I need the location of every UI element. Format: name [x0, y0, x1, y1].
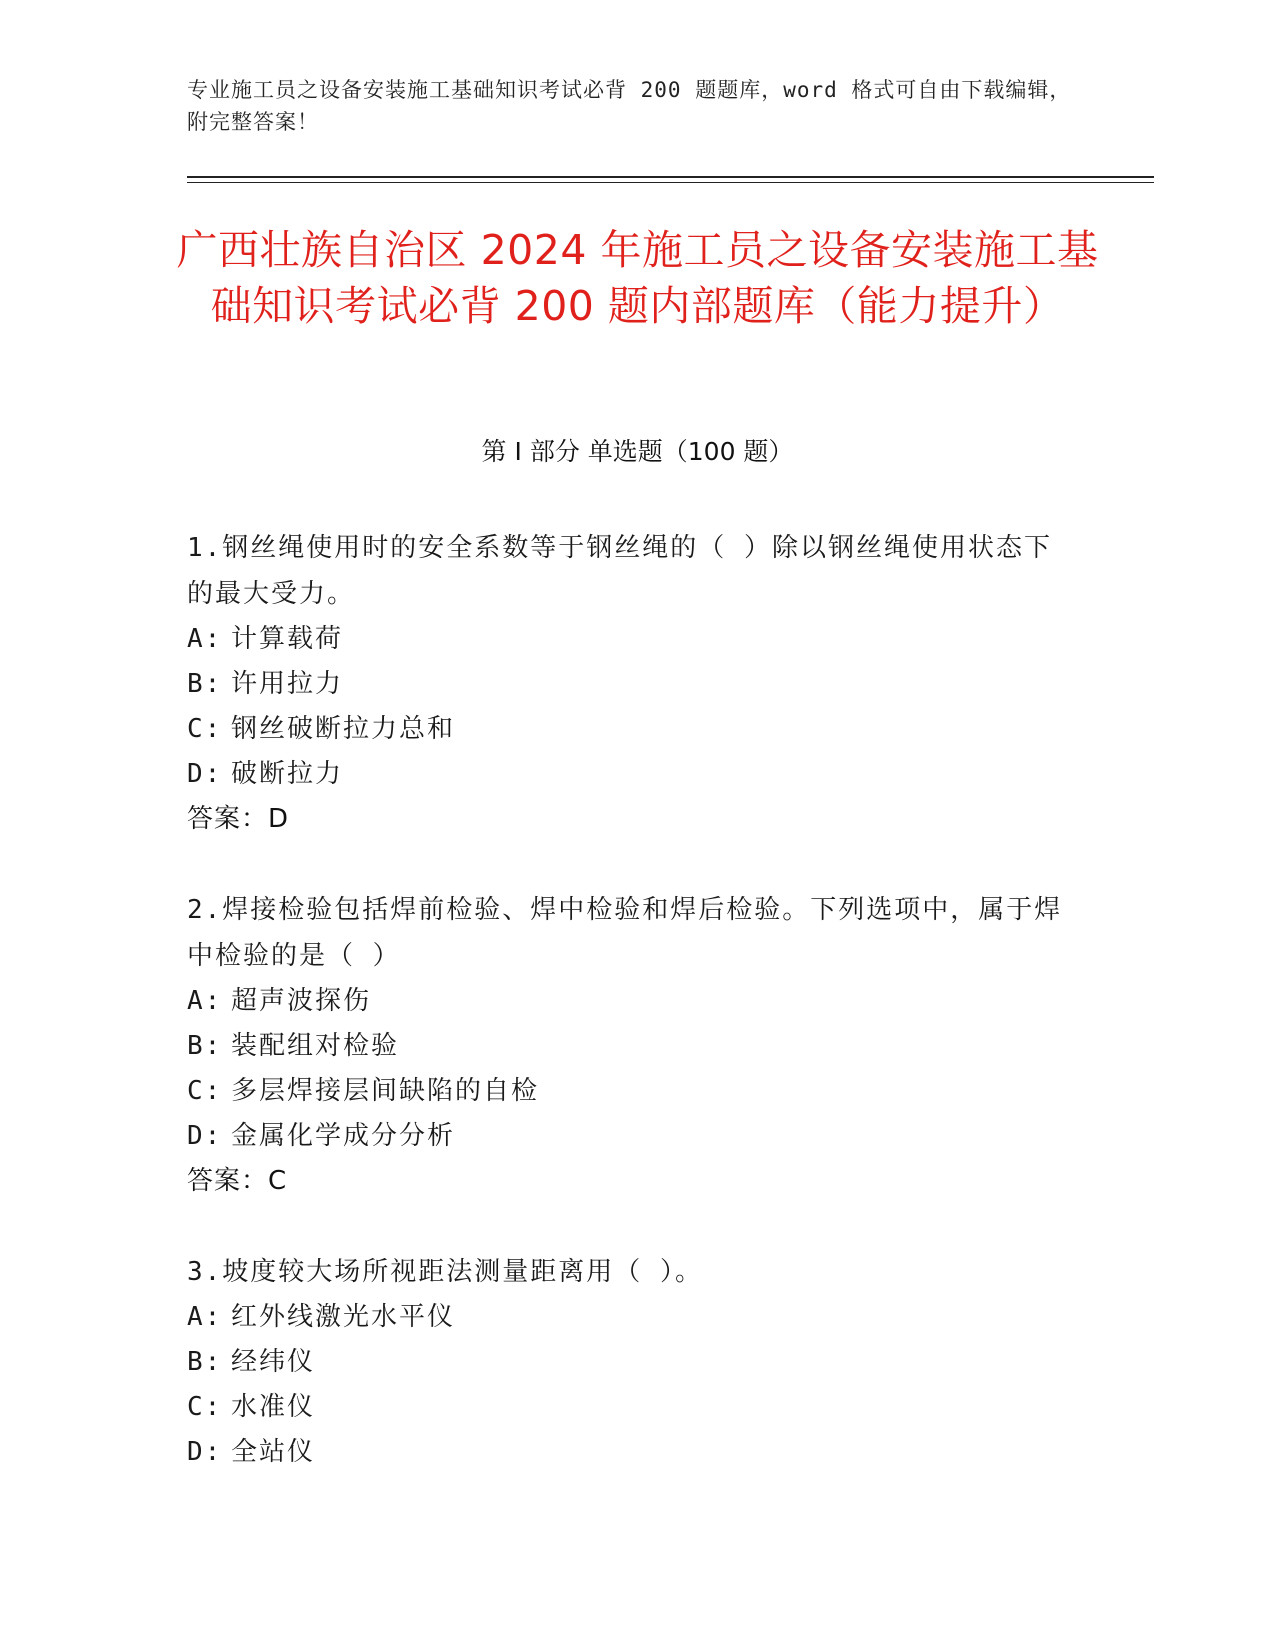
option-letter: B:	[187, 1347, 223, 1377]
option-c	[187, 707, 1067, 752]
answer-label: 答案：D	[187, 804, 290, 834]
option-text: 许用拉力	[231, 669, 344, 699]
option-text: 经纬仪	[231, 1347, 316, 1377]
option-letter: C:	[187, 714, 223, 744]
option-b	[187, 662, 1067, 707]
option-text: 多层焊接层间缺陷的自检	[231, 1076, 540, 1106]
question-stem: 1.钢丝绳使用时的安全系数等于钢丝绳的（ ）除以钢丝绳使用状态下的最大受力。	[187, 533, 1052, 609]
option-letter: B:	[187, 669, 223, 699]
option-letter: D:	[187, 759, 223, 789]
option-c	[187, 1069, 1067, 1114]
question-1	[187, 525, 1067, 841]
question-2	[187, 887, 1067, 1203]
option-d	[187, 1430, 1067, 1475]
option-d	[187, 1114, 1067, 1159]
option-d	[187, 752, 1067, 797]
option-letter: A:	[187, 986, 223, 1016]
option-text: 红外线激光水平仪	[231, 1302, 456, 1332]
option-b	[187, 1340, 1067, 1385]
option-text: 全站仪	[231, 1437, 316, 1467]
option-a	[187, 617, 1067, 662]
option-letter: A:	[187, 1302, 223, 1332]
section-heading: 第 I 部分 单选题（100 题）	[481, 437, 794, 466]
question-stem: 3.坡度较大场所视距法测量距离用（ ）。	[187, 1257, 703, 1287]
option-letter: D:	[187, 1437, 223, 1467]
option-c	[187, 1385, 1067, 1430]
header-rule-thin	[187, 182, 1154, 183]
option-letter: C:	[187, 1392, 223, 1422]
option-letter: A:	[187, 624, 223, 654]
option-text: 计算载荷	[231, 624, 344, 654]
question-3	[187, 1249, 1067, 1475]
answer-label: 答案：C	[187, 1166, 288, 1196]
option-text: 水准仪	[231, 1392, 316, 1422]
option-b	[187, 1024, 1067, 1069]
option-letter: D:	[187, 1121, 223, 1151]
option-text: 装配组对检验	[231, 1031, 400, 1061]
option-letter: B:	[187, 1031, 223, 1061]
document-title: 广西壮族自治区 2024 年施工员之设备安装施工基础知识考试必背 200 题内部题库（能力提升）	[176, 226, 1099, 330]
question-list	[187, 525, 1067, 1521]
option-text: 破断拉力	[231, 759, 344, 789]
option-text: 钢丝破断拉力总和	[231, 714, 456, 744]
header-note: 专业施工员之设备安装施工基础知识考试必背 200 题题库，word 格式可自由下载编辑，附完整答案！	[187, 78, 1072, 134]
question-stem: 2.焊接检验包括焊前检验、焊中检验和焊后检验。下列选项中，属于焊中检验的是（ ）	[187, 895, 1063, 971]
option-a	[187, 979, 1067, 1024]
option-letter: C:	[187, 1076, 223, 1106]
header-rule-thick	[187, 176, 1154, 178]
option-text: 超声波探伤	[231, 986, 372, 1016]
option-text: 金属化学成分分析	[231, 1121, 456, 1151]
option-a	[187, 1295, 1067, 1340]
